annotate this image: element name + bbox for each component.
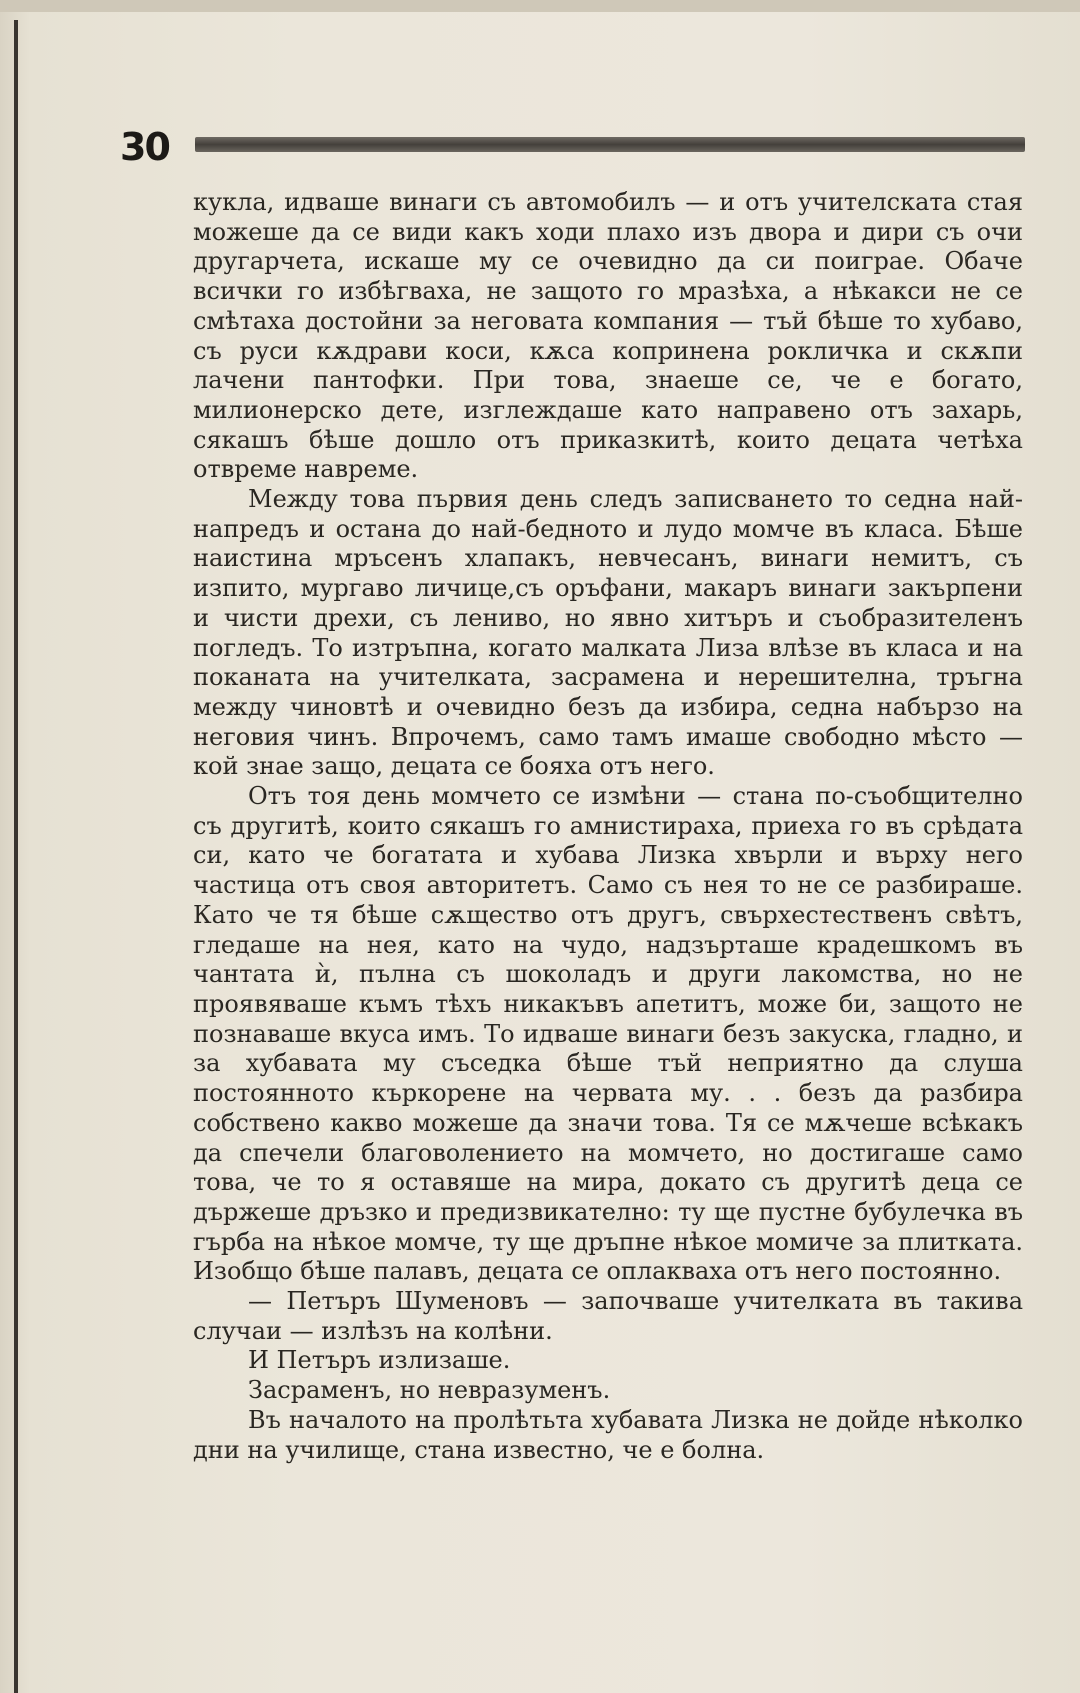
paragraph-7: Въ началото на пролѣтьта хубавата Лизка не дойде нѣколко дни на училище, стана известно, че е болна. bbox=[193, 1405, 1023, 1464]
page-header bbox=[120, 122, 1025, 172]
paragraph-3: Отъ тоя день момчето се измѣни — стана по-съобщително съ другитѣ, които сякашъ го амнистираха, приеха го въ срѣдата си, като че богатата и хубава Лизка хвърли и върху него частица отъ своя авторитетъ. Само съ нея то не се разбираше. Като че тя бѣше сѫщество отъ другъ, свърхестественъ свѣтъ, гледаше на нея, като на чудо, надзърташе крадешкомъ въ чантата ѝ, пълна съ шоколадъ и други лакомства, но не проявяваше къмъ тѣхъ никакъвъ апетитъ, може би, защото не познаваше вкуса имъ. То идваше винаги безъ закуска, гладно, и за хубавата му съседка бѣше тъй неприятно да слуша постоянното къркорене на червата му. . . безъ да разбира собствено какво можеше да значи това. Тя се мѫчеше всѣкакъ да спечели благоволението на момчето, но достигаше само това, че то я оставяше на мира, докато съ другитѣ деца се държеше дръзко и предизвикателно: ту ще пустне бубулечка въ гърба на нѣкое момче, ту ще дръпне нѣкое момиче за плитката. Изобщо бѣше палавъ, децата се оплакваха отъ него постоянно. bbox=[193, 782, 1023, 1286]
page-top-margin bbox=[0, 0, 1080, 12]
page-binding-edge bbox=[14, 20, 18, 1693]
body-text bbox=[193, 188, 1023, 1465]
paragraph-1: кукла, идваше винаги съ автомобилъ — и отъ учителската стая можеше да се види какъ ходи плахо изъ двора и дири съ очи другарчета, искаше му се очевидно да си поиграе. Обаче всички го избѣгваха, не защото го мразѣха, а нѣкакси не се смѣтаха достойни за неговата компания — тъй бѣше то хубаво, съ руси кѫдрави коси, кѫса копринена рокличка и скѫпи лачени пантофки. При това, знаеше се, че е богато, милионерско дете, изглеждаше като направено отъ захарь, сякашъ бѣше дошло отъ приказкитѣ, които децата четѣха отвреме навреме. bbox=[193, 188, 1023, 484]
paragraph-5: И Петъръ излизаше. bbox=[248, 1346, 511, 1375]
paragraph-4: — Петъръ Шуменовъ — започваше учителката въ такива случаи — излѣзъ на колѣни. bbox=[193, 1287, 1023, 1345]
paragraph-6: Засраменъ, но невразуменъ. bbox=[248, 1376, 611, 1405]
header-rule bbox=[195, 137, 1025, 152]
paragraph-2: Между това първия день следъ записването то седна най-напредъ и остана до най-бедното и лудо момче въ класа. Бѣше наистина мръсенъ хлапакъ, невчесанъ, винаги немитъ, съ изпито, мургаво личице,съ оръфани, макаръ винаги закърпени и чисти дрехи, съ лениво, но явно хитъръ и съобразителенъ погледъ. То изтръпна, когато малката Лиза влѣзе въ класа и на поканата на учителката, засрамена и нерешителна, тръгна между чиновтѣ и очевидно безъ да избира, седна набързо на неговия чинъ. Впрочемъ, само тамъ имаше свободно мѣсто — кой знае защо, децата се бояха отъ него. bbox=[193, 485, 1023, 781]
page-number: 30 bbox=[120, 125, 169, 169]
